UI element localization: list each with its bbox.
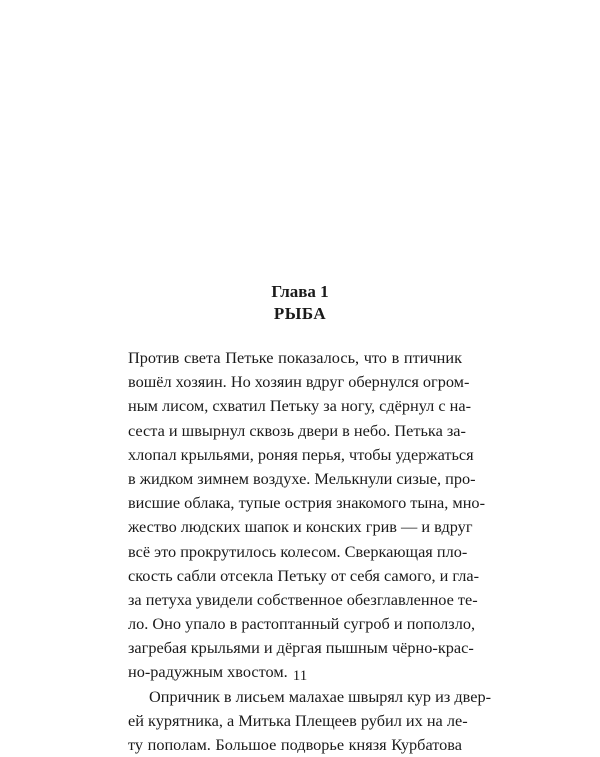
text-line: ей курятника, а Митька Плещеев рубил их на ле-: [128, 710, 468, 730]
text-line: ным лисом, схватил Петьку за ногу, сдёрнул с на-: [128, 396, 472, 416]
text-line: сеста и швырнул сквозь двери в небо. Петька за-: [128, 420, 466, 440]
text-line: Опричник в лисьем малахае швырял кур из двер-: [149, 686, 492, 706]
text-line: жество людских шапок и конских грив — и вдруг: [128, 517, 473, 537]
body-text: [128, 346, 492, 757]
text-line: но-радужным хвостом.: [128, 662, 288, 682]
text-line: загребая крыльями и дёргая пышным чёрно-крас-: [128, 638, 474, 658]
text-line: ло. Оно упало в растоптанный сугроб и поползло,: [128, 614, 476, 634]
text-line: за петуха увидели собственное обезглавленное те-: [128, 589, 478, 609]
text-line: скость сабли отсекла Петьку от себя самого, и гла-: [128, 565, 480, 585]
text-line: хлопал крыльями, роняя перья, чтобы удержаться: [128, 444, 474, 464]
text-line: ту пополам. Большое подворье князя Курбатова: [128, 735, 462, 754]
text-line: висшие облака, тупые острия знакомого тына, мно-: [128, 493, 485, 513]
text-line: вошёл хозяин. Но хозяин вдруг обернулся огром-: [128, 372, 470, 392]
text-line: всё это прокрутилось колесом. Сверкающая пло-: [128, 541, 468, 561]
text-line: в жидком зимнем воздухе. Мелькнули сизые, про-: [128, 468, 476, 488]
text-line: Против света Петьке показалось, что в птичник: [128, 348, 462, 367]
chapter-title: РЫБА: [273, 304, 327, 323]
chapter-number: Глава 1: [271, 282, 329, 301]
page-number: 11: [292, 668, 308, 684]
